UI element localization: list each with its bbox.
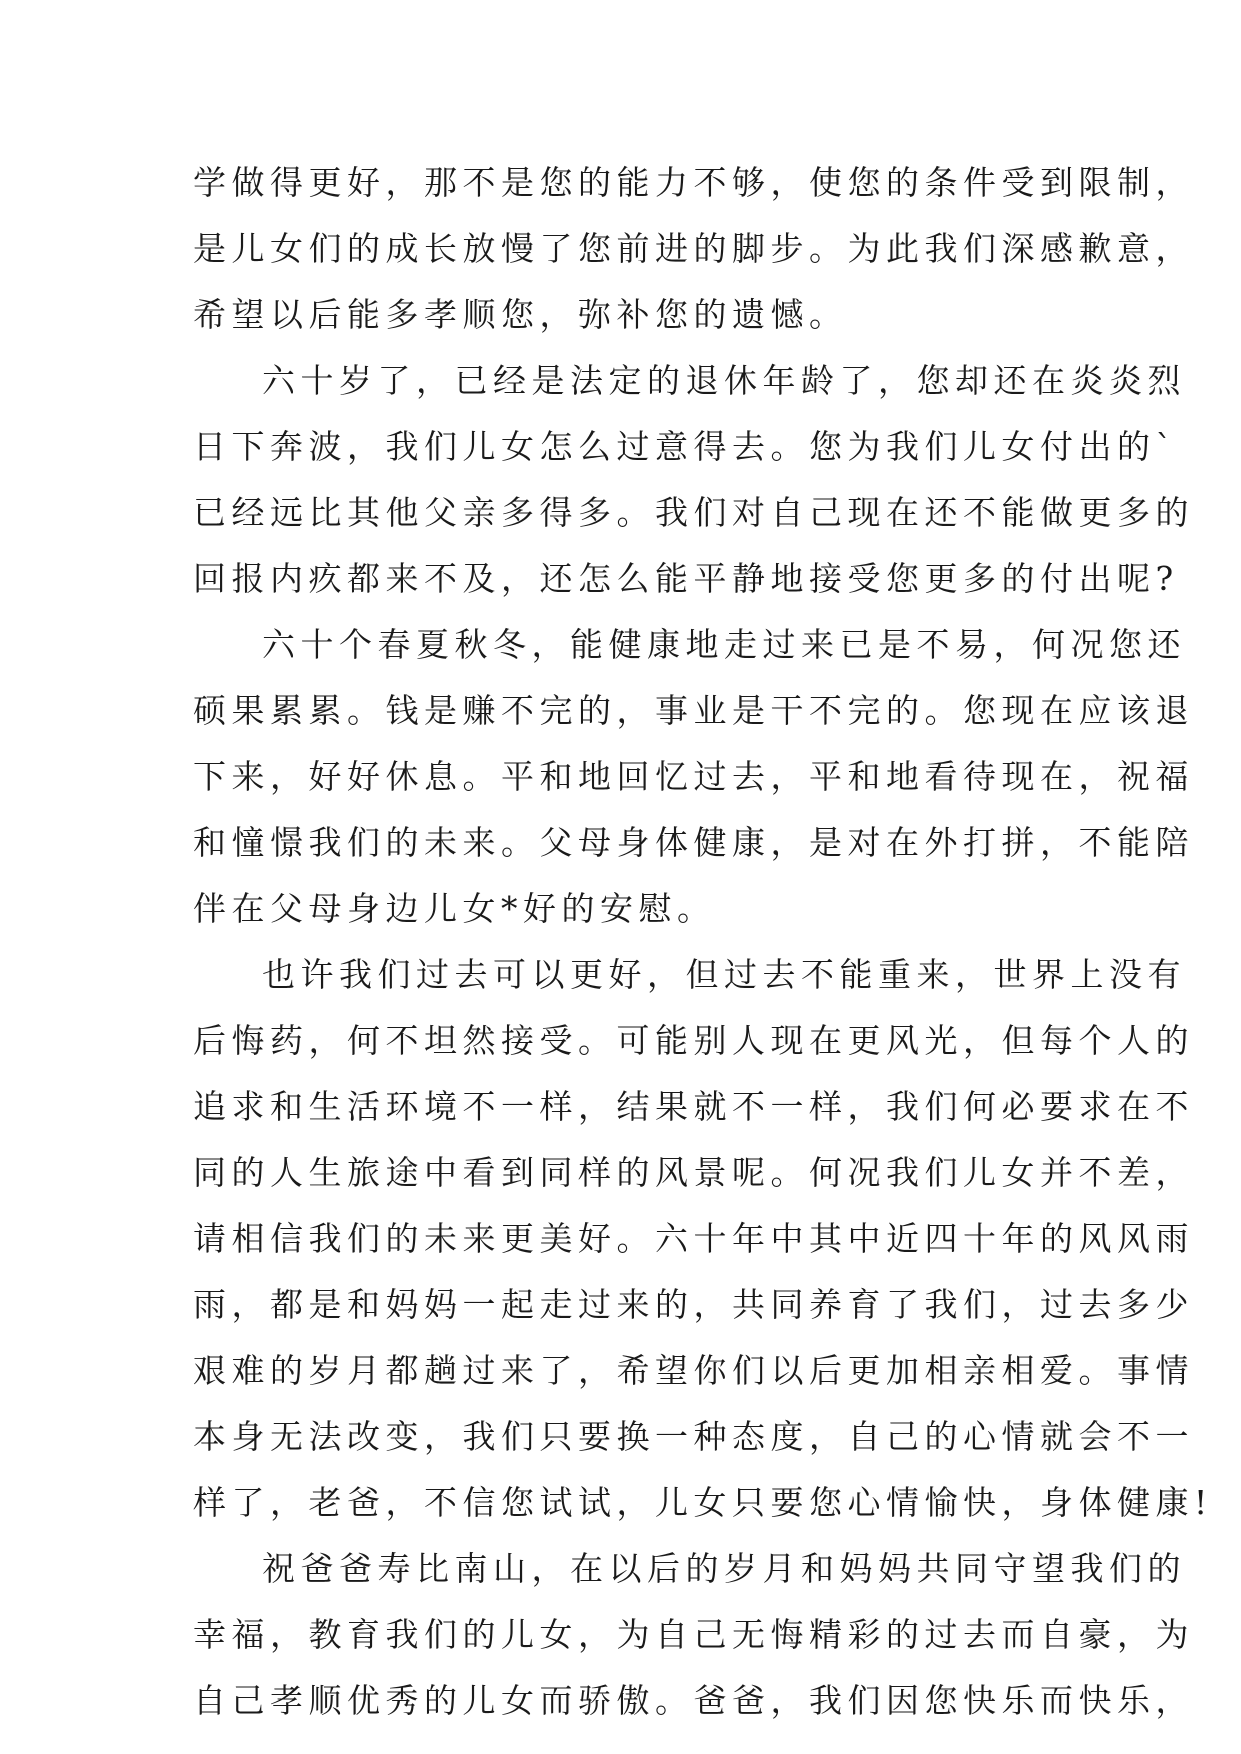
text-line: 已经远比其他父亲多得多。我们对自己现在还不能做更多的	[193, 493, 1194, 532]
text-line: 幸福，教育我们的儿女，为自己无悔精彩的过去而自豪，为	[193, 1615, 1194, 1654]
text-line: 是儿女们的成长放慢了您前进的脚步。为此我们深感歉意，	[193, 229, 1194, 268]
text-line: 希望以后能多孝顺您，弥补您的遗憾。	[193, 295, 848, 334]
paragraph-start-line: 六十岁了，已经是法定的退休年龄了，您却还在炎炎烈	[262, 361, 1186, 400]
text-line: 后悔药，何不坦然接受。可能别人现在更风光，但每个人的	[193, 1021, 1194, 1060]
text-line: 伴在父母身边儿女*好的安慰。	[193, 889, 716, 928]
text-line: 艰难的岁月都趟过来了，希望你们以后更加相亲相爱。事情	[193, 1351, 1194, 1390]
paragraph-start-line: 六十个春夏秋冬，能健康地走过来已是不易，何况您还	[262, 625, 1186, 664]
text-line: 和憧憬我们的未来。父母身体健康，是对在外打拼，不能陪	[193, 823, 1194, 862]
text-line: 日下奔波，我们儿女怎么过意得去。您为我们儿女付出的`	[193, 427, 1178, 466]
text-line: 同的人生旅途中看到同样的风景呢。何况我们儿女并不差，	[193, 1153, 1194, 1192]
text-line: 雨，都是和妈妈一起走过来的，共同养育了我们，过去多少	[193, 1285, 1194, 1324]
text-line: 学做得更好，那不是您的能力不够，使您的条件受到限制，	[193, 163, 1194, 202]
text-line: 回报内疚都来不及，还怎么能平静地接受您更多的付出呢?	[193, 559, 1179, 598]
text-line: 本身无法改变，我们只要换一种态度，自己的心情就会不一	[193, 1417, 1194, 1456]
text-line: 下来，好好休息。平和地回忆过去，平和地看待现在，祝福	[193, 757, 1194, 796]
text-line: 追求和生活环境不一样，结果就不一样，我们何必要求在不	[193, 1087, 1194, 1126]
paragraph-start-line: 也许我们过去可以更好，但过去不能重来，世界上没有	[262, 955, 1186, 994]
paragraph-start-line: 祝爸爸寿比南山，在以后的岁月和妈妈共同守望我们的	[262, 1549, 1186, 1588]
text-line: 样了，老爸，不信您试试，儿女只要您心情愉快，身体健康!	[193, 1483, 1213, 1522]
text-line: 请相信我们的未来更美好。六十年中其中近四十年的风风雨	[193, 1219, 1194, 1258]
text-line: 自己孝顺优秀的儿女而骄傲。爸爸，我们因您快乐而快乐，	[193, 1681, 1194, 1720]
text-line: 硕果累累。钱是赚不完的，事业是干不完的。您现在应该退	[193, 691, 1194, 730]
body-text	[193, 150, 1213, 1734]
